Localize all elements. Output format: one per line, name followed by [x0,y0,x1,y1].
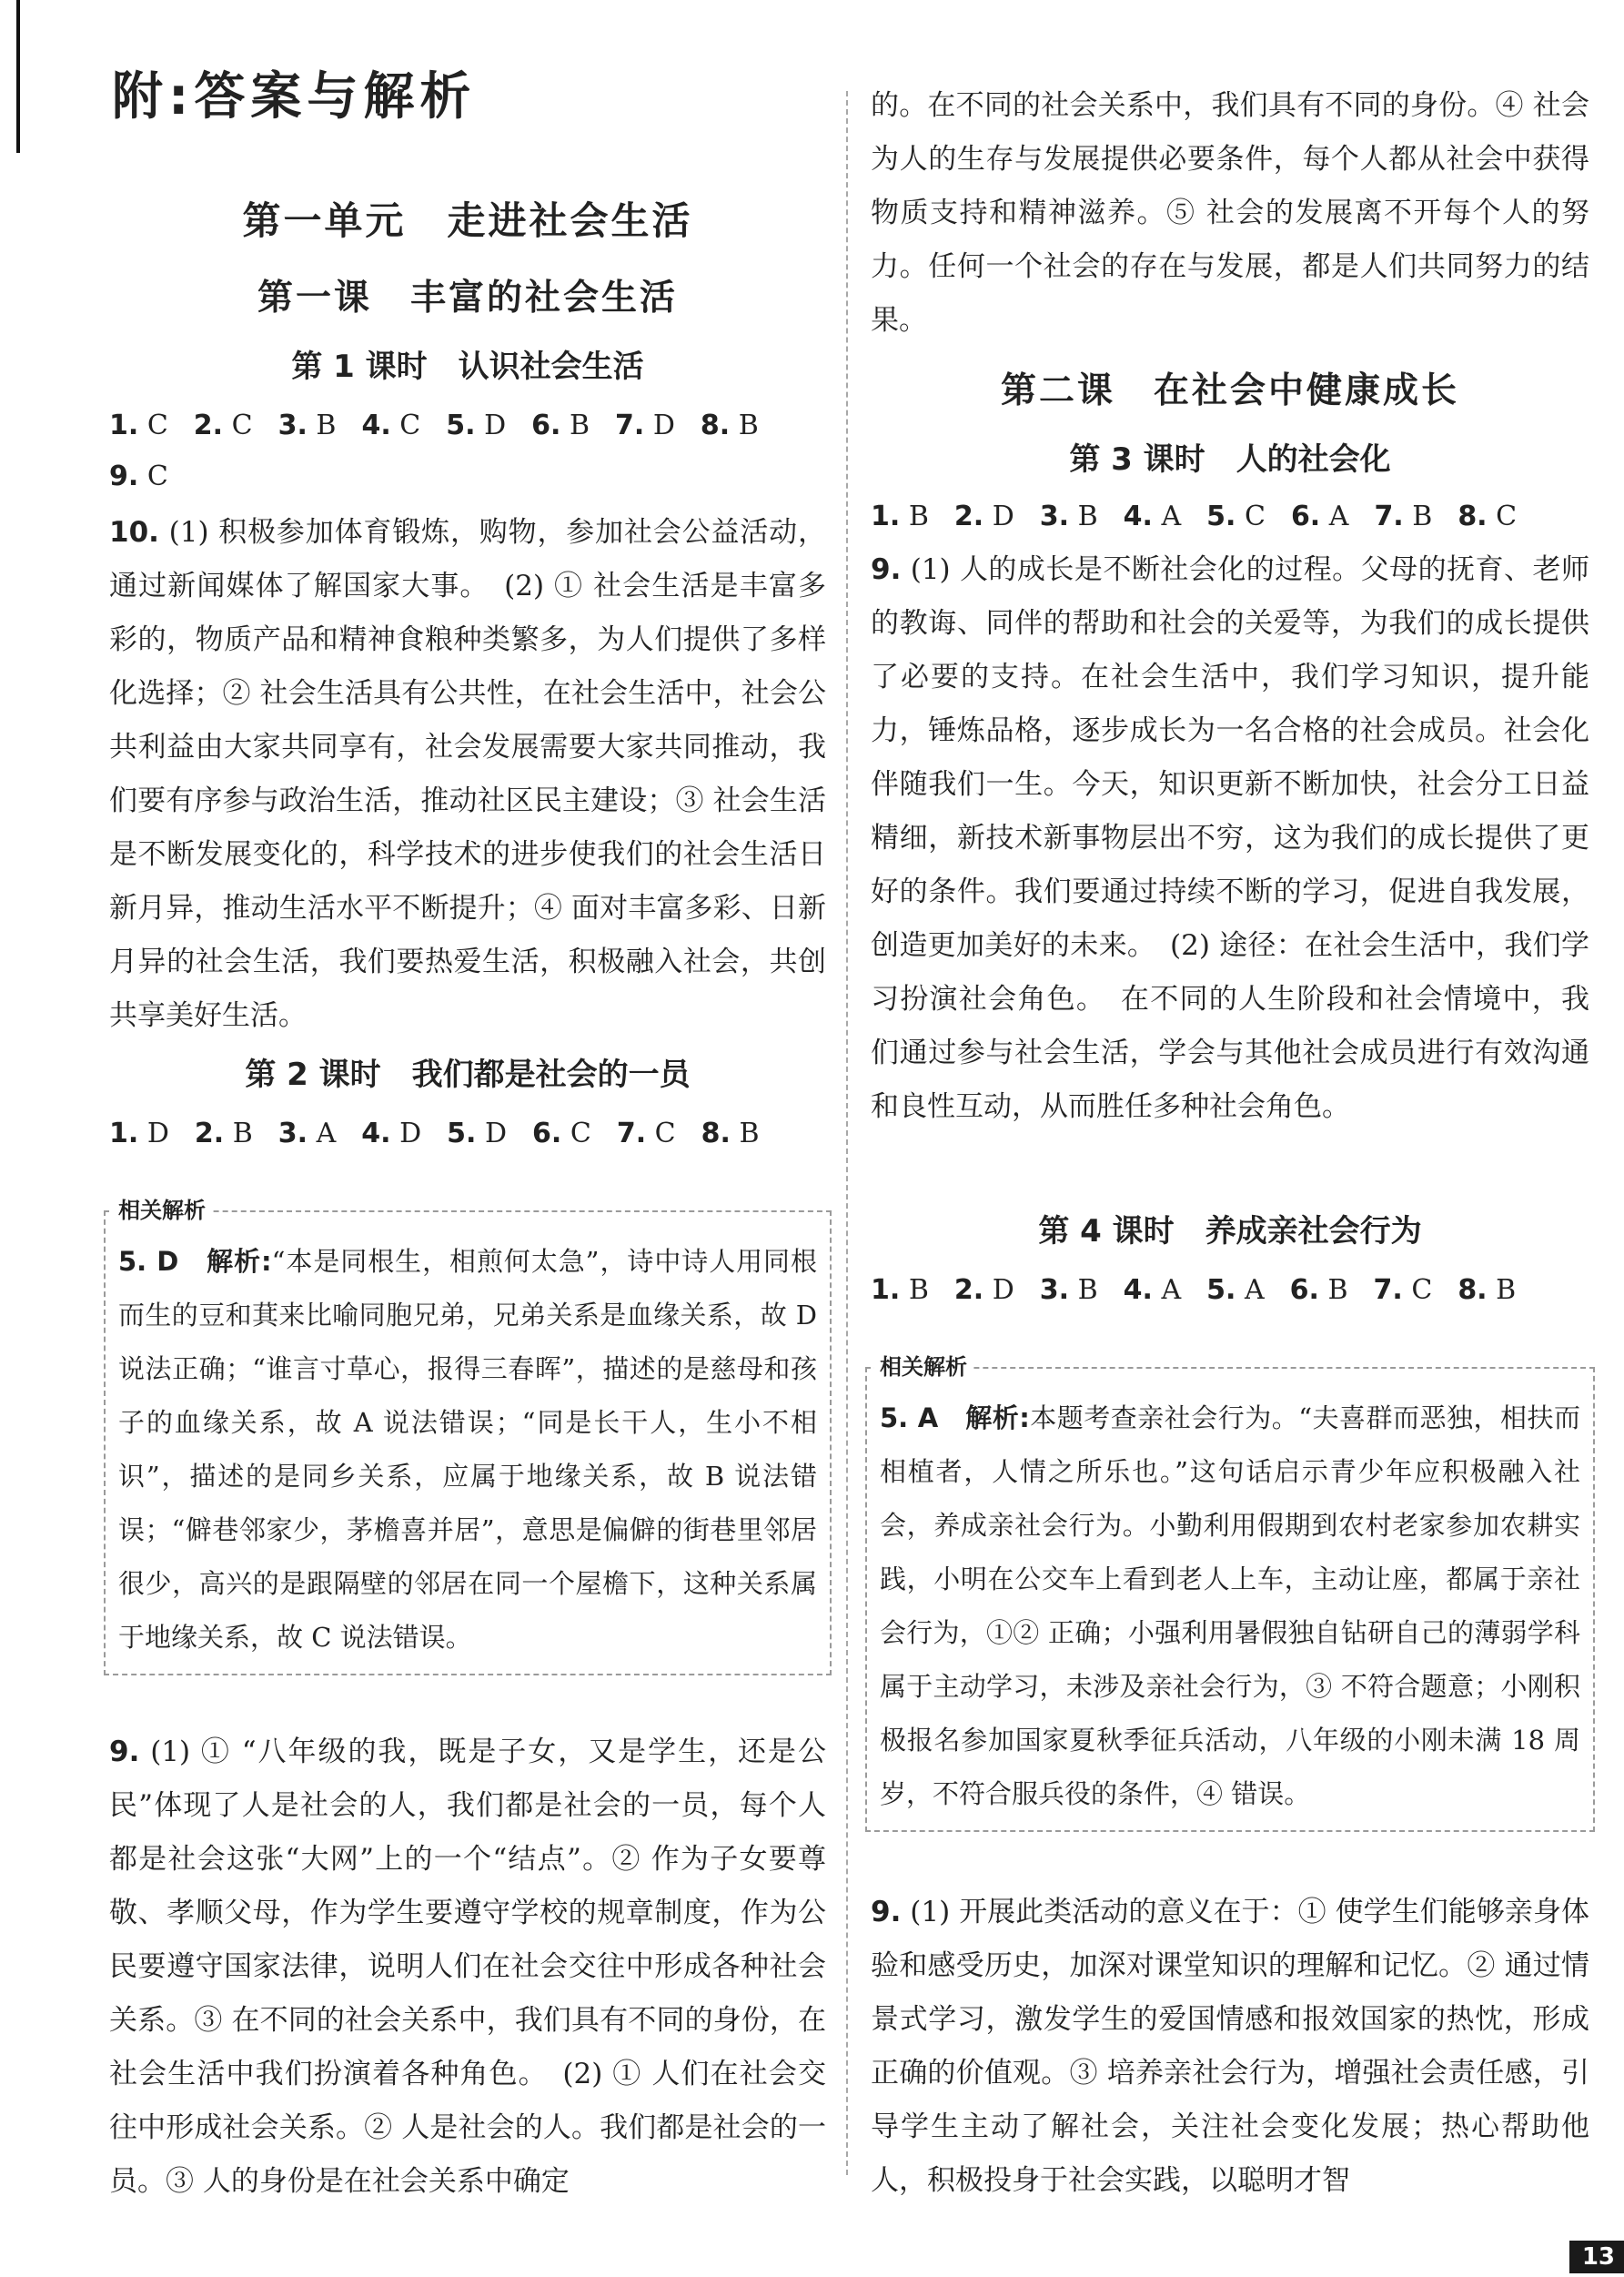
answer-choice: C [654,1118,676,1149]
answer-choice: A [1328,501,1349,532]
answer-number: 7. [1373,1274,1403,1306]
unit-title: 第一单元 走进社会生活 [242,198,693,243]
analysis-lead: 5. A 解析: [880,1402,1030,1433]
answer-number: 5. [446,410,476,441]
answer-number: 6. [531,410,561,441]
answer-choice: C [231,410,253,441]
analysis-text [880,1392,1580,1821]
answer-choice: D [484,410,507,441]
answer-number: 2. [953,501,984,532]
answer-item [1291,491,1349,542]
answer-choice: D [992,1274,1014,1306]
answer-item [361,400,420,451]
answer-number: 5. [447,1118,477,1149]
answer-item [615,400,675,451]
answer-number: 1. [871,501,901,532]
answer-item [194,400,253,451]
answer-choice: B [738,410,759,441]
answer-choice: C [399,410,421,441]
answer-number: 5. [1206,1274,1236,1306]
answer-item [1374,1265,1433,1316]
answer-item [871,1265,929,1316]
answer-item [109,451,168,502]
period1-title: 第 1 课时 认识社会生活 [291,349,644,385]
answer-item [278,400,337,451]
answer-item [1124,491,1182,542]
answer-item [954,1265,1014,1316]
answer-choice: B [908,501,929,532]
answer-item [1458,491,1517,542]
question-answer: (1) ① “八年级的我，既是子女，又是学生，还是公民”体现了人是社会的人，我们都是社会的一员，每个人都是社会这张“大网”上的一个“结点”。② 作为子女要尊敬、孝顺父母，作为学生要遵守学校的规章制度，作为公民要遵守国家法律，说明人们在社会交往中形成各种社会关系。③ 在不同的社会关系中，我们具有不同的身份，在社会生活中我们扮演着各种角色。 (2) ① 人们在社会交往中形成社会关系。② 人是社会的人。我们都是社会的一员。③ 人的身份是在社会关系中确定 [109,1736,826,2198]
answer-item [278,1108,337,1159]
answer-number: 2. [953,1274,984,1306]
analysis-body: “本是同根生，相煎何太急”，诗中诗人用同根而生的豆和萁来比喻同胞兄弟，兄弟关系是血缘关系，故 D 说法正确；“谁言寸草心，报得三春晖”，描述的是慈母和孩子的血缘关系，故 A 说法错误；“同是长干人，生小不相识”，描述的是同乡关系，应属于地缘关系，故 B 说法错误；“僻巷邻家少，茅檐喜并居”，意思是偏僻的街巷里邻居很少，高兴的是跟隔壁的邻居在同一个屋檐下，这种关系属于地缘关系，故 C 说法错误。 [118,1246,817,1653]
period2-q9 [109,1725,826,2209]
answer-choice: C [146,460,168,492]
question-answer: (1) 积极参加体育锻炼，购物，参加社会公益活动，通过新闻媒体了解国家大事。 (2) ① 社会生活是丰富多彩的，物质产品和精神食粮种类繁多，为人们提供了多样化选择；② 社会生活具有公共性，在社会生活中，社会公共利益由大家共同享有，社会发展需要大家共同推动，我们要有序参与政治生活，推动社区民主建设；③ 社会生活是不断发展变化的，科学技术的进步使我们的社会生活日新月异，推动生活水平不断提升；④ 面对丰富多彩、日新月异的社会生活，我们要热爱生活，积极融入社会，共创共享美好生活。 [109,516,827,1032]
period4-answers [871,1265,1589,1316]
period4-q9 [871,1886,1589,2208]
question-answer: (1) 人的成长是不断社会化的过程。父母的抚育、老师的教诲、同伴的帮助和社会的关爱等，为我们的成长提供了必要的支持。在社会生活中，我们学习知识，提升能力，锤炼品格，逐步成长为一名合格的社会成员。社会化伴随我们一生。今天，知识更新不断加快，社会分工日益精细，新技术新事物层出不穷，这为我们的成长提供了更好的条件。我们要通过持续不断的学习，促进自我发展，创造更加美好的未来。 (2) 途径：在社会生活中，我们学习扮演社会角色。 在不同的人生阶段和社会情境中，我们通过参与社会生活，学会与其他社会成员进行有效沟通和良性互动，从而胜任多种社会角色。 [871,553,1590,1123]
period1-answers [109,400,826,502]
question-number: 10. [109,516,159,549]
answer-item [532,1108,591,1159]
answer-item [1374,491,1432,542]
answer-item [617,1108,676,1159]
answer-number: 4. [1123,501,1153,532]
answer-choice: C [1496,501,1518,532]
period4-analysis-box [865,1354,1595,1832]
answer-item [701,1108,760,1159]
period3-title: 第 3 课时 人的社会化 [1069,441,1391,478]
answer-item [1206,491,1266,542]
period3-q9 [871,543,1589,1134]
answer-choice: A [316,1118,337,1149]
answer-number: 4. [361,1118,391,1149]
answer-number: 3. [277,1118,308,1149]
answer-choice: D [484,1118,508,1149]
answer-number: 1. [109,1118,139,1149]
answer-choice: C [146,410,168,441]
answer-number: 1. [109,410,139,441]
answer-number: 6. [1290,501,1321,532]
answer-item [954,491,1014,542]
analysis-label: 相关解析 [113,1192,211,1224]
answer-item [109,400,168,451]
answer-item [1040,1265,1098,1316]
answer-number: 8. [1458,501,1488,532]
answer-item [1290,1265,1348,1316]
answer-number: 6. [1289,1274,1319,1306]
period3-answers [871,491,1589,542]
answer-number: 8. [1458,1274,1488,1306]
period2-analysis-box [104,1198,832,1675]
answer-item [195,1108,253,1159]
answer-choice: A [1161,1274,1182,1306]
answer-choice: B [1412,501,1433,532]
answer-number: 2. [194,1118,225,1149]
analysis-body: 本题考查亲社会行为。“夫喜群而恶独，相扶而相植者，人情之所乐也。”这句话启示青少年应积极融入社会，养成亲社会行为。小勤利用假期到农村老家参加农耕实践，小明在公交车上看到老人上车，主动让座，都属于亲社会行为，①② 正确；小强利用暑假独自钻研自己的薄弱学科属于主动学习，未涉及亲社会行为，③ 不符合题意；小刚积极报名参加国家夏秋季征兵活动，八年级的小刚未满 18 周岁，不符合服兵役的条件，④ 错误。 [880,1402,1581,1809]
answer-number: 4. [1123,1274,1153,1306]
answer-number: 5. [1206,501,1236,532]
margin-rule [16,0,20,153]
answer-number: 4. [361,410,391,441]
answer-number: 7. [616,1118,647,1149]
answer-number: 8. [700,410,731,441]
answer-item [531,400,590,451]
answer-choice: B [908,1274,929,1306]
answer-choice: A [1244,1274,1265,1306]
answer-number: 7. [615,410,645,441]
answer-number: 9. [109,460,139,492]
answer-choice: C [1411,1274,1433,1306]
answer-choice: D [992,501,1014,532]
period2-title: 第 2 课时 我们都是社会的一员 [245,1057,691,1093]
answer-item [1124,1265,1182,1316]
answer-choice: B [316,410,337,441]
appendix-title: 附:答案与解析 [112,67,477,126]
answer-item [1206,1265,1265,1316]
answer-number: 6. [532,1118,562,1149]
answer-item [361,1108,421,1159]
analysis-lead: 5. D 解析: [118,1246,272,1277]
answer-item [1040,491,1098,542]
answer-item [871,491,929,542]
answer-choice: B [569,410,590,441]
answer-choice: D [399,1118,422,1149]
answer-number: 8. [701,1118,731,1149]
analysis-label: 相关解析 [874,1349,973,1381]
answer-choice: D [146,1118,169,1149]
question-number: 9. [871,1896,902,1928]
answer-number: 3. [277,410,308,441]
period2-answers [109,1108,826,1159]
answer-choice: B [1077,1274,1098,1306]
answer-item [701,400,759,451]
answer-number: 3. [1039,1274,1070,1306]
period2-q9-continued: 的。在不同的社会关系中，我们具有不同的身份。④ 社会为人的生存与发展提供必要条件，每个人都从社会中获得物质支持和精神滋养。⑤ 社会的发展离不开每个人的努力。任何一个社会的存在与发展，都是人们共同努力的结果。 [871,89,1589,337]
answer-choice: B [1077,501,1098,532]
answer-number: 7. [1374,501,1404,532]
answer-choice: B [232,1118,253,1149]
lesson2-title: 第二课 在社会中健康成长 [1000,370,1459,411]
answer-choice: B [1327,1274,1348,1306]
question-answer: (1) 开展此类活动的意义在于：① 使学生们能够亲身体验和感受历史，加深对课堂知识的理解和记忆。② 通过情景式学习，激发学生的爱国情感和报效国家的热忱，形成正确的价值观。③ 培养亲社会行为，增强社会责任感，引导学生主动了解社会，关注社会变化发展；热心帮助他人，积极投身于社会实践，以聪明才智 [871,1896,1589,2197]
answer-choice: D [652,410,675,441]
answer-number: 1. [871,1274,901,1306]
answer-item [447,1108,507,1159]
answer-choice: B [1496,1274,1517,1306]
column-divider [846,91,848,2175]
lesson1-title: 第一课 丰富的社会生活 [257,278,678,319]
period4-title: 第 4 课时 养成亲社会行为 [1038,1213,1422,1250]
answer-item [109,1108,169,1159]
answer-choice: C [1244,501,1266,532]
period1-q10 [109,506,826,1043]
answer-choice: B [739,1118,760,1149]
page-number: 13 [1569,2241,1624,2273]
answer-choice: A [1161,501,1182,532]
question-number: 9. [109,1736,140,1768]
analysis-text [118,1235,817,1665]
answer-item [1458,1265,1516,1316]
answer-choice: C [570,1118,591,1149]
answer-number: 3. [1039,501,1070,532]
question-number: 9. [871,553,902,586]
answer-number: 2. [193,410,224,441]
answer-item [446,400,506,451]
